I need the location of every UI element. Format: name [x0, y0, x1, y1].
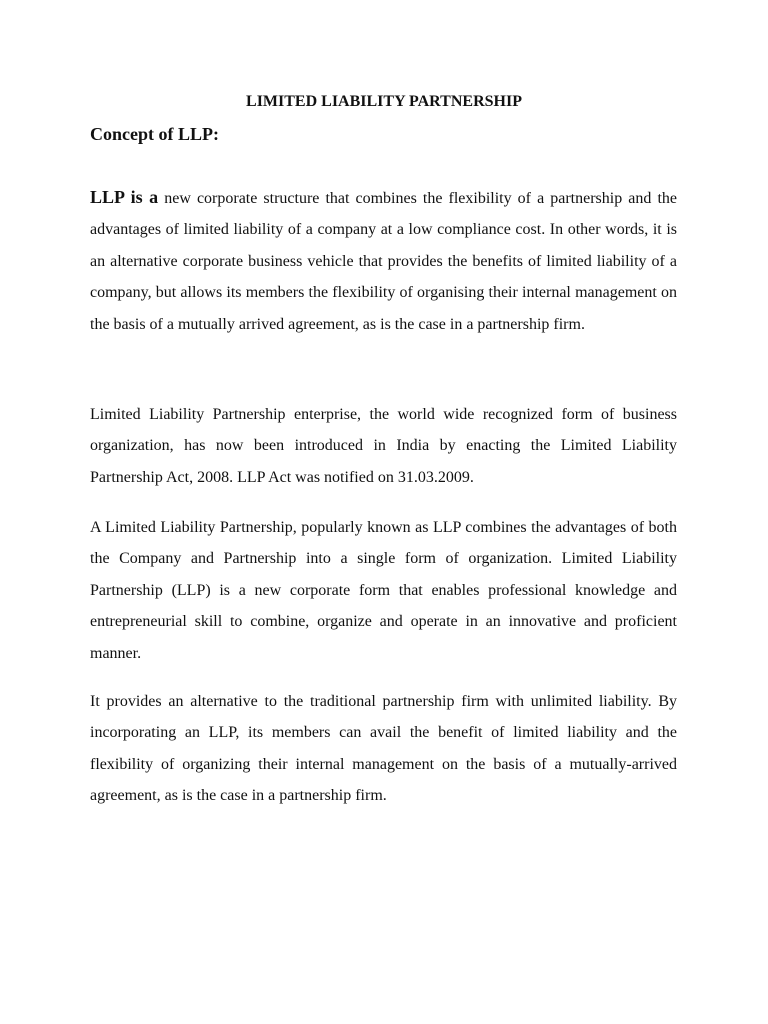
section-heading: Concept of LLP:: [90, 124, 219, 144]
paragraph-alternative: It provides an alternative to the traditional partnership firm with unlimited liability. By incorporating an LLP, its members can avail the benefit of limited liability and the flexibility of organizing their internal management on the basis of a mutually-arrived agreement, as is the case in a partnership firm.: [90, 693, 677, 805]
paragraph-concept: [90, 182, 677, 340]
paragraph-concept-text: new corporate structure that combines the flexibility of a partnership and the advantages of limited liability of a company at a low compliance cost. In other words, it is an alternative corporate business vehicle that provides the benefits of limited liability of a company, but allows its members the flexibility of organising their internal management on the basis of a mutually arrived agreement, as is the case in a partnership firm.: [90, 190, 677, 333]
paragraph-definition: A Limited Liability Partnership, popularly known as LLP combines the advantages of both the Company and Partnership into a single form of organization. Limited Liability Partnership (LLP) is a new corporate form that enables professional knowledge and entrepreneurial skill to combine, organize and operate in an innovative and proficient manner.: [90, 519, 677, 662]
paragraph-introduction: Limited Liability Partnership enterprise, the world wide recognized form of business organization, has now been introduced in India by enacting the Limited Liability Partnership Act, 2008. LLP Act was notified on 31.03.2009.: [90, 406, 677, 486]
document-title: LIMITED LIABILITY PARTNERSHIP: [246, 93, 522, 110]
paragraph-lead: LLP is a: [90, 187, 159, 207]
